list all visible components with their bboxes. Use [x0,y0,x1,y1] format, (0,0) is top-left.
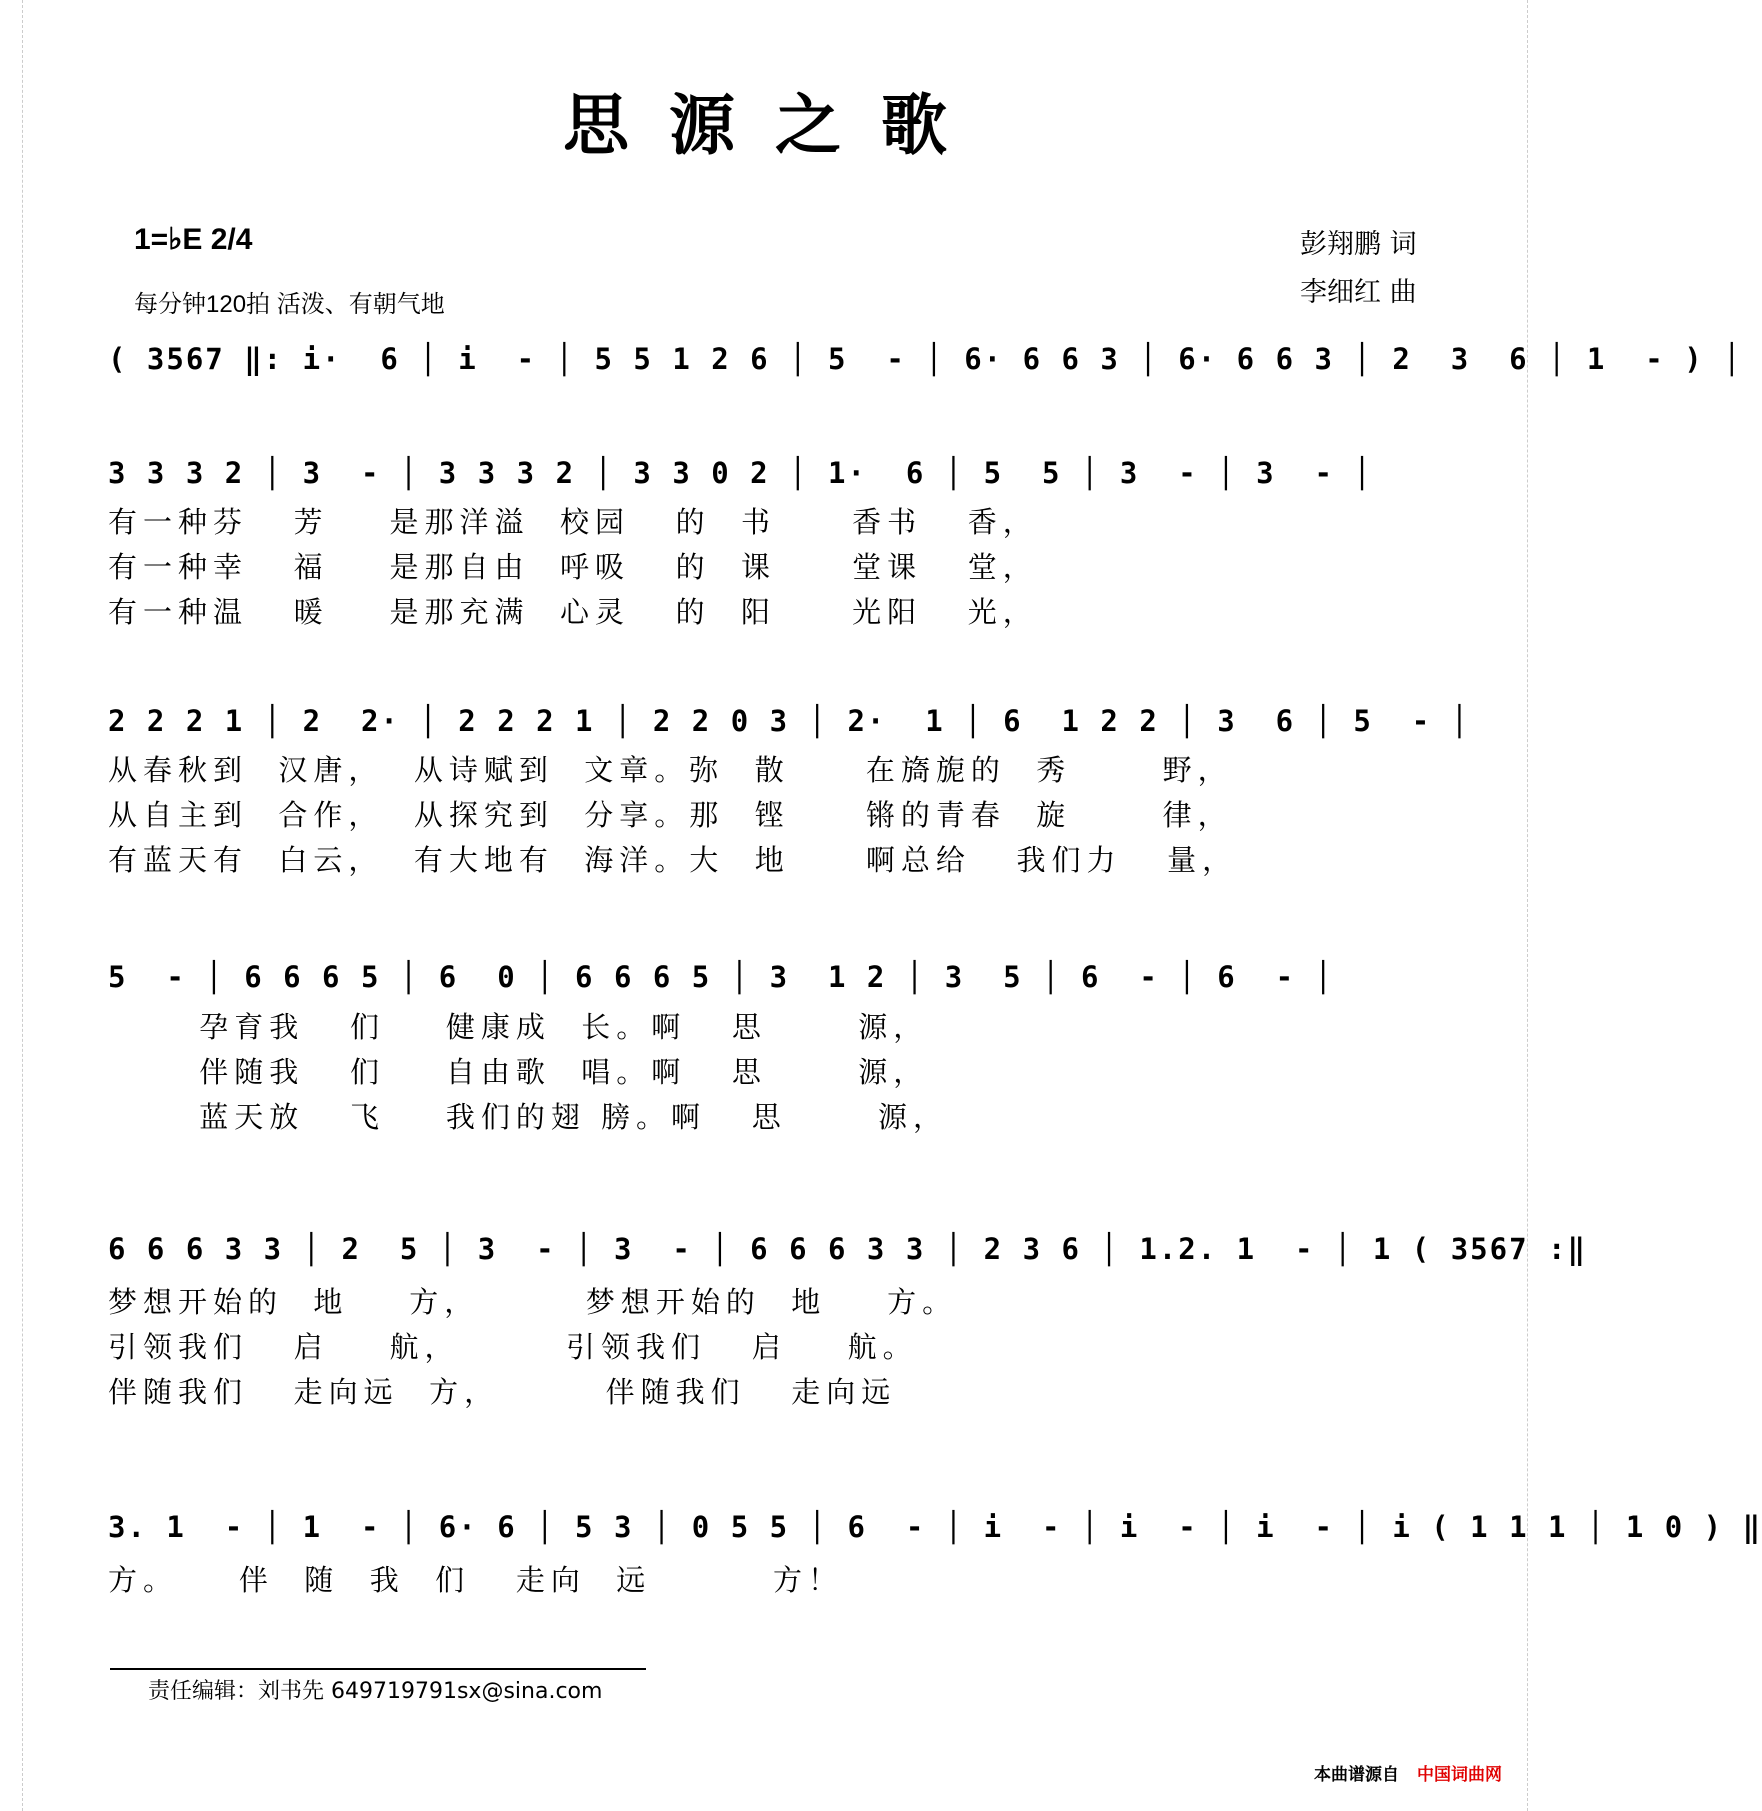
key-signature: 1=♭E 2/4 [134,223,253,256]
source-attribution [1314,1760,1502,1785]
lyric-line: 有一种芬 芳 是那洋溢 校园 的 书 香书 香， [108,505,1038,539]
notation-line-intro: ( 3567 ‖: i· 6 │ i - │ 5 5 1 2 6 │ 5 - │ 6· 6 6 3 │ 6· 6 6 3 │ 2 3 6 │ 1 - ) │ [108,342,1743,376]
notation-line-5: 3. 1 - │ 1 - │ 6· 6 │ 5 3 │ 0 5 5 │ 6 - │ i - │ i - │ i - │ i ( 1 1 1 │ 1 0 ) ‖ [108,1510,1762,1544]
lyric-line: 蓝天放 飞 我们的翅 膀。啊 思 源， [108,1100,949,1134]
source-site-link[interactable]: 中国词曲网 [1417,1765,1502,1785]
lyric-line: 引领我们 启 航， 引领我们 启 航。 [108,1330,918,1364]
lyric-line: 有蓝天有 白云， 有大地有 海洋。大 地 啊总给 我们力 量， [108,843,1238,877]
footer-divider [110,1668,646,1670]
lyric-line: 方。 伴 随 我 们 走向 远 方！ [108,1563,844,1597]
song-title: 思源之歌 [563,86,987,164]
composer-credit: 李细红 曲 [1300,277,1417,308]
lyric-line: 伴随我们 走向远 方， 伴随我们 走向远 [108,1375,897,1409]
editor-credit: 责任编辑：刘书先 649719791sx@sina.com [148,1679,603,1704]
lyric-line: 有一种幸 福 是那自由 呼吸 的 课 堂课 堂， [108,550,1038,584]
lyric-line: 孕育我 们 健康成 长。啊 思 源， [108,1010,929,1044]
lyric-line: 有一种温 暖 是那充满 心灵 的 阳 光阳 光， [108,595,1038,629]
source-label: 本曲谱源自 [1314,1765,1399,1785]
tempo-marking: 每分钟120拍 活泼、有朝气地 [134,291,445,318]
lyric-line: 梦想开始的 地 方， 梦想开始的 地 方。 [108,1285,958,1319]
lyric-line: 从春秋到 汉唐， 从诗赋到 文章。弥 散 在旖旎的 秀 野， [108,753,1233,787]
lyric-line: 从自主到 合作， 从探究到 分享。那 铿 锵的青春 旋 律， [108,798,1233,832]
lyric-line: 伴随我 们 自由歌 唱。啊 思 源， [108,1055,929,1089]
notation-line-1: 3 3 3 2 │ 3 - │ 3 3 3 2 │ 3 3 0 2 │ 1· 6 │ 5 5 │ 3 - │ 3 - │ [108,456,1373,490]
notation-line-3: 5 - │ 6 6 6 5 │ 6 0 │ 6 6 6 5 │ 3 1 2 │ 3 5 │ 6 - │ 6 - │ [108,960,1334,994]
notation-line-2: 2 2 2 1 │ 2 2· │ 2 2 2 1 │ 2 2 0 3 │ 2· 1 │ 6 1 2 2 │ 3 6 │ 5 - │ [108,704,1471,738]
notation-line-4: 6 6 6 3 3 │ 2 5 │ 3 - │ 3 - │ 6 6 6 3 3 │ 2 3 6 │ 1.2. 1 - │ 1 ( 3567 :‖ [108,1232,1587,1266]
lyricist-credit: 彭翔鹏 词 [1300,229,1417,260]
left-margin-strip [0,0,23,1811]
